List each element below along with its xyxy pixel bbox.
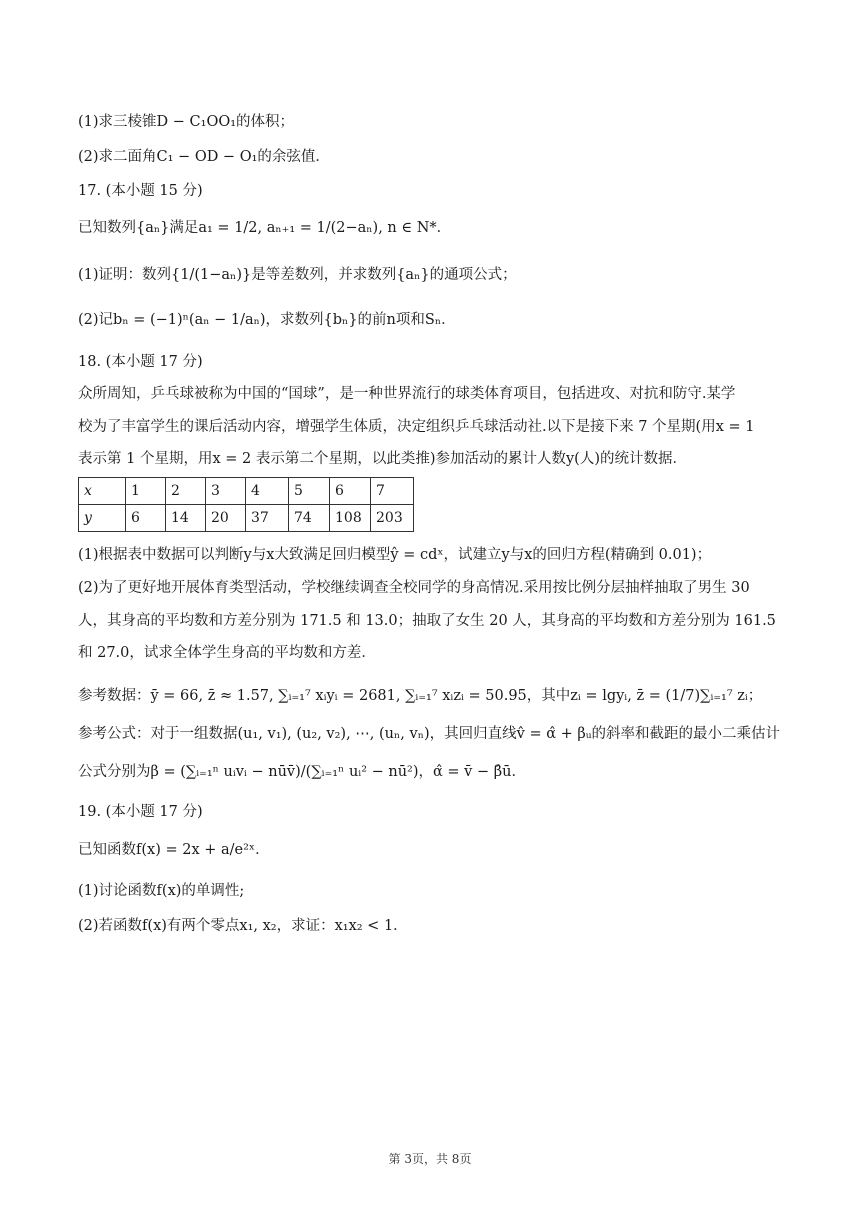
table-cell: 20 — [206, 505, 246, 532]
table-cell: 3 — [206, 478, 246, 505]
q17-heading: 17. (本小题 15 分) — [78, 183, 203, 199]
table-cell: 74 — [289, 505, 330, 532]
q16-part1: (1)求三棱锥D − C₁OO₁的体积； — [78, 114, 295, 130]
table-cell: 37 — [246, 505, 289, 532]
q18-reference-formula-line2: 公式分别为β = (∑ᵢ₌₁ⁿ uᵢvᵢ − nūv̄)/(∑ᵢ₌₁ⁿ uᵢ² − nū²)，α̂ = v̄ − β̂ū． — [78, 764, 526, 780]
q19-part2: (2)若函数f(x)有两个零点x₁, x₂，求证：x₁x₂ < 1． — [78, 918, 408, 934]
table-cell: 6 — [126, 505, 166, 532]
q18-part2-line1: (2)为了更好地开展体育类型活动，学校继续调查全校同学的身高情况.采用按比例分层抽样抽取了男生 30 — [78, 580, 750, 596]
q18-stem-line3: 表示第 1 个星期，用x = 2 表示第二个星期，以此类推)参加活动的累计人数y(人)的统计数据． — [78, 451, 687, 467]
table-cell: 203 — [371, 505, 414, 532]
q19-stem: 已知函数f(x) = 2x + a/e²ˣ． — [78, 842, 270, 858]
page-footer: 第 3页，共 8页 — [388, 1152, 472, 1166]
table-cell: 108 — [330, 505, 371, 532]
data-table — [78, 477, 414, 532]
table-row — [79, 478, 414, 505]
table-cell: 2 — [166, 478, 206, 505]
q18-part1: (1)根据表中数据可以判断y与x大致满足回归模型ŷ = cdˣ，试建立y与x的回归方程(精确到 0.01)； — [78, 547, 712, 563]
q17-part2: (2)记bₙ = (−1)ⁿ(aₙ − 1/aₙ)，求数列{bₙ}的前n项和Sₙ． — [78, 312, 456, 328]
q18-stem-line1: 众所周知，乒乓球被称为中国的“国球”，是一种世界流行的球类体育项目，包括进攻、对抗和防守.某学 — [78, 386, 736, 402]
q18-reference-formula-line1: 参考公式：对于一组数据(u₁, v₁), (u₂, v₂), ⋯, (uₙ, vₙ)，其回归直线v̂ = α̂ + βᵤ的斜率和截距的最小二乘估计 — [78, 726, 781, 742]
q16-part2: (2)求二面角C₁ − OD − O₁的余弦值． — [78, 149, 330, 165]
q18-part2-line2: 人，其身高的平均数和方差分别为 171.5 和 13.0；抽取了女生 20 人，其身高的平均数和方差分别为 161.5 — [78, 613, 776, 629]
table-cell: 6 — [330, 478, 371, 505]
table-cell: 1 — [126, 478, 166, 505]
table-row — [79, 505, 414, 532]
table-cell: 5 — [289, 478, 330, 505]
q19-heading: 19. (本小题 17 分) — [78, 804, 203, 820]
q19-part1: (1)讨论函数f(x)的单调性; — [78, 883, 245, 899]
q18-stem-line2: 校为了丰富学生的课后活动内容，增强学生体质，决定组织乒乓球活动社.以下是接下来 7 个星期(用x = 1 — [78, 419, 755, 435]
q17-part1: (1)证明：数列{1/(1−aₙ)}是等差数列，并求数列{aₙ}的通项公式； — [78, 267, 517, 283]
q18-heading: 18. (本小题 17 分) — [78, 354, 203, 370]
q18-part2-line3: 和 27.0，试求全体学生身高的平均数和方差． — [78, 645, 376, 661]
q17-stem: 已知数列{aₙ}满足a₁ = 1/2, aₙ₊₁ = 1/(2−aₙ), n ∈ N*． — [78, 220, 452, 236]
table-cell: 14 — [166, 505, 206, 532]
q18-reference-data: 参考数据：ȳ = 66, z̄ ≈ 1.57, ∑ᵢ₌₁⁷ xᵢyᵢ = 2681, ∑ᵢ₌₁⁷ xᵢzᵢ = 50.95，其中zᵢ = lgyᵢ, z̄ = (1/7)∑ᵢ₌₁⁷ zᵢ； — [78, 688, 763, 704]
table-cell: y — [79, 505, 126, 532]
table-cell: 4 — [246, 478, 289, 505]
table-cell: x — [79, 478, 126, 505]
table-cell: 7 — [371, 478, 414, 505]
